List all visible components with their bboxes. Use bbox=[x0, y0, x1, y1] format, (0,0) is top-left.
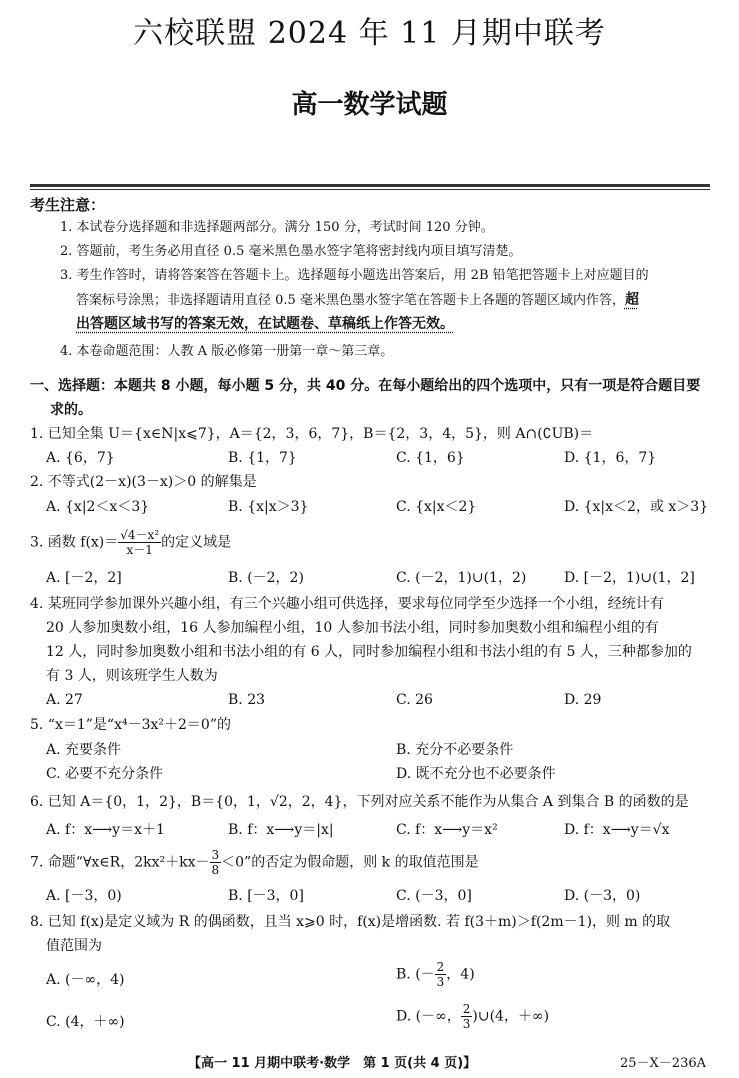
q1-option-d: D. {1，6，7} bbox=[564, 450, 657, 466]
q2-option-a: A. {x|2＜x＜3} bbox=[46, 499, 150, 515]
q3-stem-suffix: 的定义域是 bbox=[161, 534, 232, 551]
question-3-stem bbox=[30, 528, 720, 557]
q5-option-b: B. 充分不必要条件 bbox=[396, 742, 514, 758]
q8-option-a: A. (－∞，4) bbox=[46, 972, 125, 988]
q7-fraction-denominator: 8 bbox=[211, 863, 220, 877]
q5-option-c: C. 必要不充分条件 bbox=[46, 766, 164, 782]
q8-option-d-prefix: D. (－∞， bbox=[396, 1008, 461, 1025]
q8-option-b-fraction bbox=[435, 960, 447, 989]
section-heading-line2: 求的。 bbox=[50, 402, 92, 418]
q1-option-c: C. {1，6} bbox=[396, 450, 465, 466]
q6-option-b: B. f：x⟶y＝|x| bbox=[228, 822, 334, 838]
notice-item-1: 1. 本试卷分选择题和非选择题两部分。满分 150 分，考试时间 120 分钟。 bbox=[60, 220, 494, 235]
question-1-stem: 1. 已知全集 U＝{x∈N|x⩽7}，A＝{2，3，6，7}，B＝{2，3，4，5}，则 A∩(∁UB)＝ bbox=[30, 426, 594, 442]
q7-option-d: D. (－3，0) bbox=[564, 888, 641, 904]
q4-option-c: C. 26 bbox=[396, 692, 433, 708]
question-2-stem: 2. 不等式(2－x)(3－x)＞0 的解集是 bbox=[30, 474, 257, 490]
q7-fraction bbox=[210, 848, 222, 877]
header-divider-thick bbox=[30, 184, 710, 187]
q3-option-a: A. [－2，2] bbox=[46, 570, 122, 586]
question-8-line-1: 8. 已知 f(x)是定义域为 R 的偶函数，且当 x⩾0 时，f(x)是增函数. 若 f(3＋m)＞f(2m－1)，则 m 的取 bbox=[30, 914, 671, 930]
q4-option-d: D. 29 bbox=[564, 692, 602, 708]
q7-option-b: B. [－3，0] bbox=[228, 888, 304, 904]
notice-heading: 考生注意： bbox=[30, 196, 106, 214]
q8-option-b-prefix: B. (－ bbox=[396, 966, 435, 983]
q5-option-d: D. 既不充分也不必要条件 bbox=[396, 766, 556, 782]
q8-option-d-suffix: )∪(4，＋∞) bbox=[472, 1008, 550, 1025]
question-8-line-2: 值范围为 bbox=[46, 938, 102, 954]
q6-option-d: D. f：x⟶y＝√x bbox=[564, 822, 670, 838]
notice-item-3-line2: 答案标号涂黑；非选择题请用直径 0.5 毫米黑色墨水签字笔在答题卡上各题的答题区域内作答， bbox=[76, 293, 625, 308]
footer-page-info: 【高一 11 月期中联考·数学 第 1 页(共 4 页)】 bbox=[188, 1056, 477, 1071]
notice-emphasis-start: 超 bbox=[624, 292, 639, 308]
q2-option-d: D. {x|x＜2，或 x＞3} bbox=[564, 499, 709, 515]
q8-option-b-denominator: 3 bbox=[436, 975, 445, 989]
q7-option-c: C. (－3，0] bbox=[396, 888, 472, 904]
notice-item-3: 3. 考生作答时，请将答案答在答题卡上。选择题每小题选出答案后，用 2B 铅笔把答题卡上对应题目的 bbox=[60, 268, 649, 283]
q3-fraction-denominator: x－1 bbox=[126, 543, 153, 557]
question-4-line-1: 4. 某班同学参加课外兴趣小组，有三个兴趣小组可供选择，要求每位同学至少选择一个小组，经统计有 bbox=[30, 596, 664, 612]
q8-option-b bbox=[396, 960, 475, 989]
notice-item-3-cont bbox=[76, 288, 728, 313]
exam-title: 六校联盟 2024 年 11 月期中联考 bbox=[133, 16, 606, 51]
q8-option-d-denominator: 3 bbox=[462, 1017, 471, 1031]
q7-option-a: A. [－3，0) bbox=[46, 888, 122, 904]
q3-option-c: C. (－2，1)∪(1，2) bbox=[396, 570, 527, 586]
question-4-line-3: 12 人，同时参加奥数小组和书法小组的有 6 人，同时参加编程小组和书法小组的有 5 人，三种都参加的 bbox=[46, 644, 692, 660]
q8-option-d-numerator: 2 bbox=[462, 1002, 471, 1016]
q2-option-c: C. {x|x＜2} bbox=[396, 499, 477, 515]
q4-option-a: A. 27 bbox=[46, 692, 83, 708]
question-7-stem bbox=[30, 848, 720, 877]
exam-subtitle: 高一数学试题 bbox=[291, 90, 448, 120]
q8-option-c: C. (4，＋∞) bbox=[46, 1014, 125, 1030]
notice-item-4: 4. 本卷命题范围：人教 A 版必修第一册第一章～第三章。 bbox=[60, 344, 394, 359]
question-6-stem: 6. 已知 A＝{0，1，2}，B＝{0，1，√2，2，4}，下列对应关系不能作为从集合 A 到集合 B 的函数的是 bbox=[30, 794, 689, 810]
question-5-stem: 5. “x＝1”是“x⁴－3x²＋2＝0”的 bbox=[30, 717, 231, 733]
q1-option-a: A. {6，7} bbox=[46, 450, 115, 466]
q7-fraction-numerator: 3 bbox=[211, 848, 220, 862]
q3-fraction bbox=[118, 528, 161, 557]
q3-option-d: D. [－2，1)∪(1，2] bbox=[564, 570, 695, 586]
q8-option-b-suffix: ，4) bbox=[446, 966, 475, 983]
q8-option-d-fraction bbox=[461, 1002, 473, 1031]
q2-option-b: B. {x|x＞3} bbox=[228, 499, 309, 515]
q3-option-b: B. (－2，2) bbox=[228, 570, 304, 586]
section-heading-line1: 一、选择题：本题共 8 小题，每小题 5 分，共 40 分。在每小题给出的四个选项中，只有一项是符合题目要 bbox=[30, 378, 701, 394]
q6-option-c: C. f：x⟶y＝x² bbox=[396, 822, 498, 838]
q8-option-d bbox=[396, 1002, 549, 1031]
question-4-line-4: 有 3 人，则该班学生人数为 bbox=[46, 668, 218, 684]
q5-option-a: A. 充要条件 bbox=[46, 742, 122, 758]
header-divider-thin bbox=[30, 189, 710, 190]
q4-option-b: B. 23 bbox=[228, 692, 266, 708]
notice-item-2: 2. 答题前，考生务必用直径 0.5 毫米黑色墨水签字笔将密封线内项目填写清楚。 bbox=[60, 244, 522, 259]
question-4-line-2: 20 人参加奥数小组，16 人参加编程小组，10 人参加书法小组，同时参加奥数小组和编程小组的有 bbox=[46, 620, 659, 636]
q7-stem-prefix: 7. 命题“∀x∈R，2kx²＋kx－ bbox=[30, 854, 210, 871]
notice-item-3-emphasis bbox=[76, 312, 728, 337]
q1-option-b: B. {1，7} bbox=[228, 450, 297, 466]
q6-option-a: A. f：x⟶y＝x＋1 bbox=[46, 822, 165, 838]
q3-fraction-numerator: √4－x² bbox=[120, 528, 160, 542]
footer-exam-code: 25－X－236A bbox=[620, 1056, 706, 1071]
q7-stem-suffix: ＜0”的否定为假命题，则 k 的取值范围是 bbox=[221, 854, 479, 871]
q3-stem-prefix: 3. 函数 f(x)＝ bbox=[30, 534, 119, 551]
notice-emphasis: 出答题区域书写的答案无效，在试题卷、草稿纸上作答无效。 bbox=[76, 316, 454, 332]
q8-option-b-numerator: 2 bbox=[436, 960, 445, 974]
